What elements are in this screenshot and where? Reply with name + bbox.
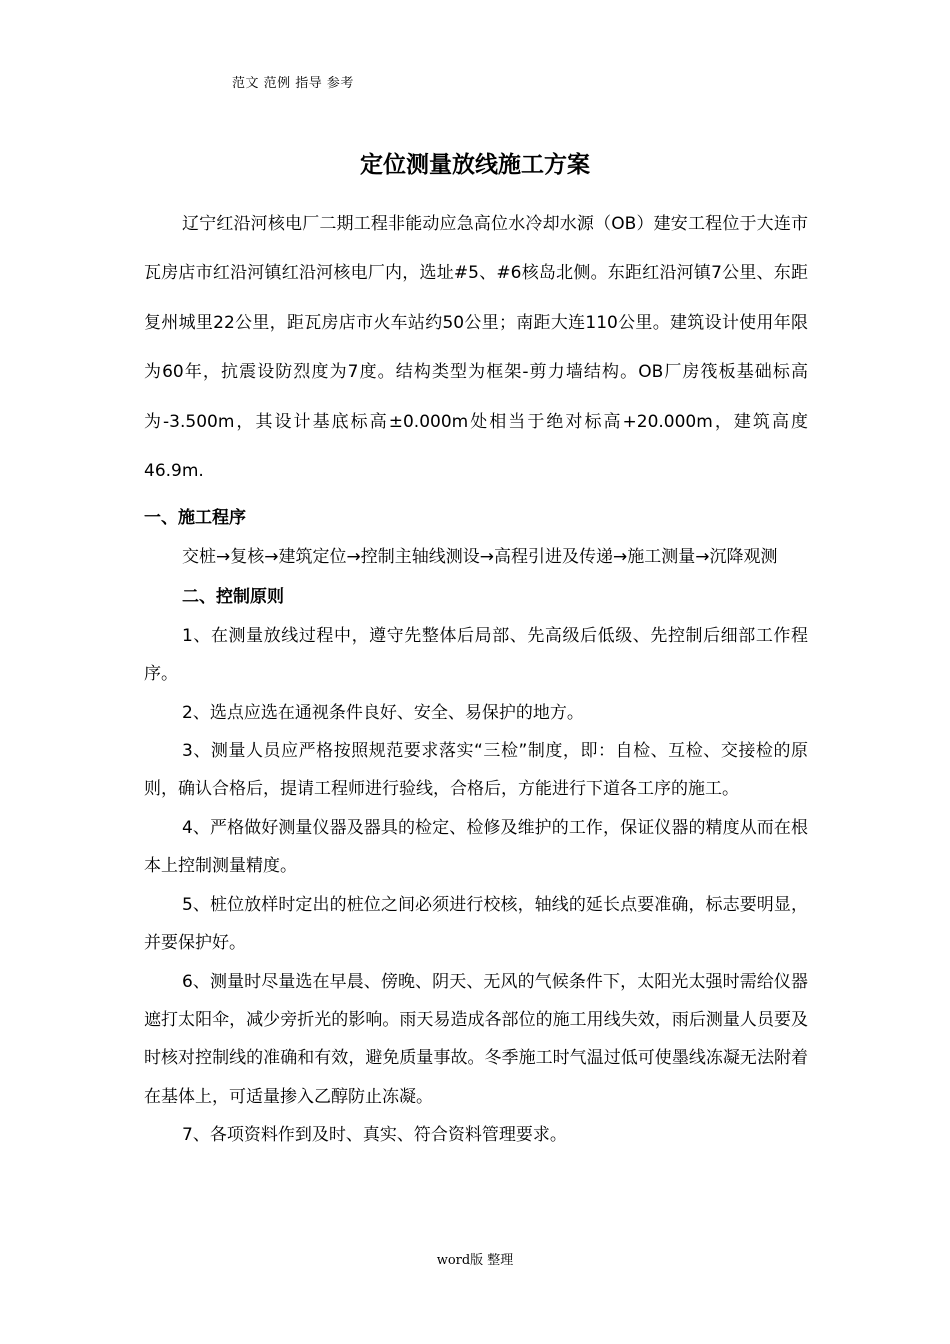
section-heading-principles: 二、控制原则 xyxy=(182,586,284,607)
intro-paragraph: 辽宁红沿河核电厂二期工程非能动应急高位水冷却水源（OB）建安工程位于大连市瓦房店市红沿河镇红沿河核电厂内，选址#5、#6核岛北侧。东距红沿河镇7公里、东距复州城里22公里，距瓦房店市火车站约50公里；南距大连110公里。建筑设计使用年限为60年，抗震设防烈度为7度。结构类型为框架-剪力墙结构。OB厂房筏板基础标高为-3.500m，其设计基底标高±0.000m处相当于绝对标高+20.000m，建筑高度46.9m. xyxy=(144,214,808,482)
principle-item-4: 4、严格做好测量仪器及器具的检定、检修及维护的工作，保证仪器的精度从而在根本上控制测量精度。 xyxy=(144,817,808,877)
principle-item-2: 2、选点应选在通视条件良好、安全、易保护的地方。 xyxy=(182,702,584,723)
page-footer: word版 整理 xyxy=(436,1253,514,1268)
document-body xyxy=(144,200,808,1155)
document-title: 定位测量放线施工方案 xyxy=(360,152,590,178)
principle-item-7: 7、各项资料作到及时、真实、符合资料管理要求。 xyxy=(182,1125,567,1146)
principle-item-3: 3、测量人员应严格按照规范要求落实“三检”制度，即：自检、互检、交接检的原则，确认合格后，提请工程师进行验线，合格后，方能进行下道各工序的施工。 xyxy=(144,741,808,800)
principle-item-1: 1、在测量放线过程中，遵守先整体后局部、先高级后低级、先控制后细部工作程序。 xyxy=(144,625,808,685)
principle-item-6: 6、测量时尽量选在早晨、傍晚、阴天、无风的气候条件下，太阳光太强时需给仪器遮打太阳伞，减少旁折光的影响。雨天易造成各部位的施工用线失效，雨后测量人员要及时核对控制线的准确和有效，避免质量事故。冬季施工时气温过低可使墨线冻凝无法附着在基体上，可适量掺入乙醇防止冻凝。 xyxy=(144,971,808,1107)
principle-item-5: 5、桩位放样时定出的桩位之间必须进行校核，轴线的延长点要准确，标志要明显，并要保护好。 xyxy=(144,894,808,954)
section-heading-procedure: 一、施工程序 xyxy=(144,508,246,529)
page-header: 范文 范例 指导 参考 xyxy=(232,76,354,91)
procedure-paragraph: 交桩→复核→建筑定位→控制主轴线测设→高程引进及传递→施工测量→沉降观测 xyxy=(182,547,778,568)
